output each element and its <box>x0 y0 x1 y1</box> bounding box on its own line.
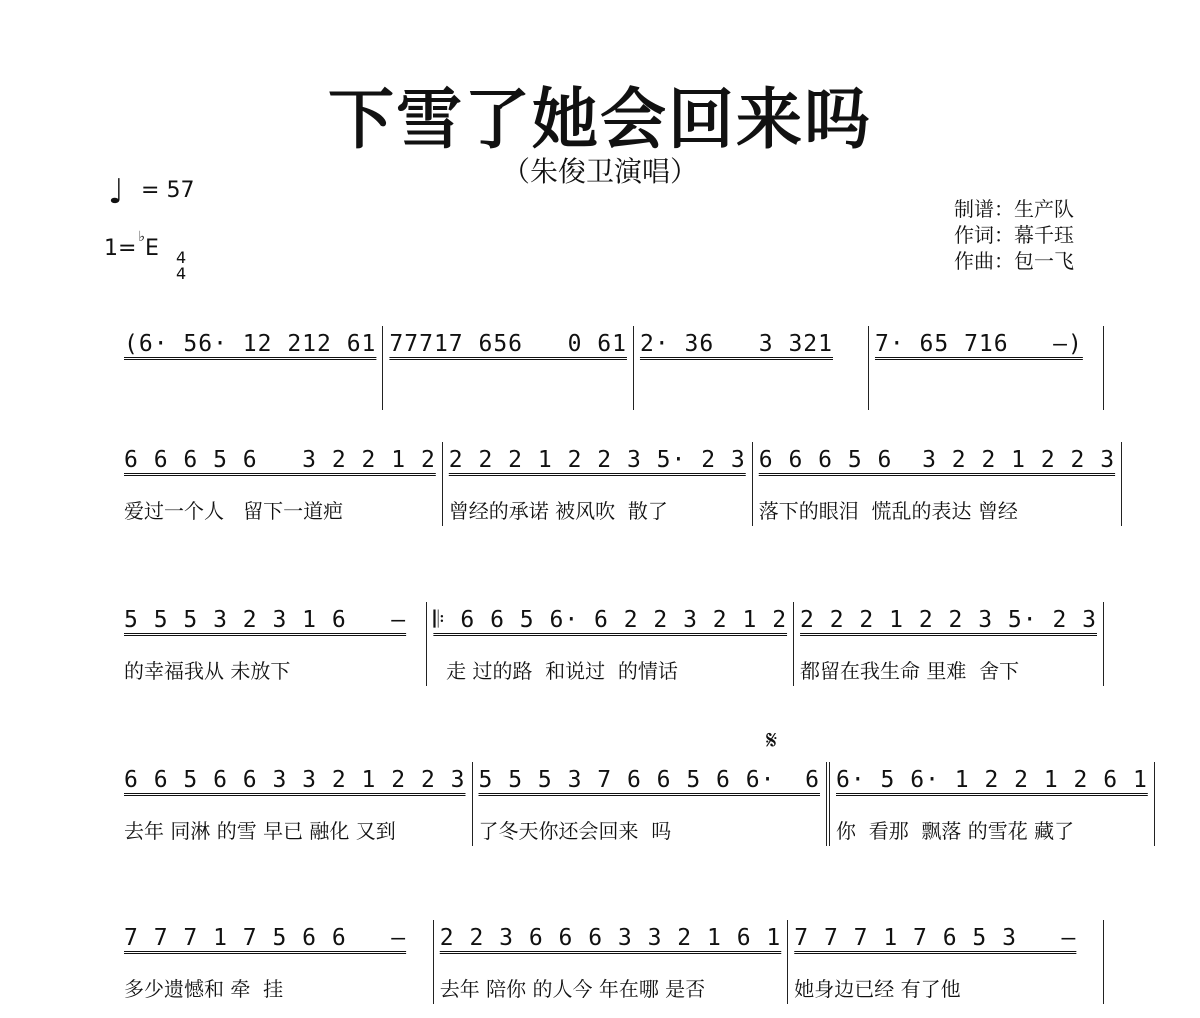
measure <box>788 920 1104 1004</box>
measure-notes: 𝄆 6 6 5 6· 6 2 2 3 2 1 2 <box>433 607 788 633</box>
song-subtitle: （朱俊卫演唱） <box>501 155 698 188</box>
key-prefix: 1= <box>104 236 137 261</box>
key-signature <box>104 229 187 283</box>
measure-notes: 6 6 6 5 6 3 2 2 1 2 <box>124 447 436 473</box>
measure-notes: 2 2 2 1 2 2 3 5· 2 3 <box>448 447 746 473</box>
measure-lyrics <box>640 380 862 410</box>
measure-notes: 7 7 7 1 7 6 5 3 — <box>794 925 1077 951</box>
measure-lyrics: 多少遗憾和 牵 挂 <box>124 977 284 1001</box>
measure-lyrics: 落下的眼泪 慌乱的表达 曾经 <box>758 499 1018 523</box>
measure-notes: 7 7 7 1 7 5 6 6 — <box>124 925 407 951</box>
measure-lyrics: 她身边已经 有了他 <box>794 977 961 1001</box>
segno-icon: 𝄋 <box>766 726 778 756</box>
measure <box>118 762 473 846</box>
measure-lyrics: 走 过的路 和说过 的情话 <box>433 659 678 683</box>
credit-lyricist: 作词：幕千珏 <box>954 223 1074 247</box>
score-row-4 <box>118 762 1148 846</box>
measure <box>830 762 1155 846</box>
measure <box>473 762 831 846</box>
measure-notes: 5 5 5 3 2 3 1 6 — <box>124 607 407 633</box>
measure-lyrics: 爱过一个人 留下一道疤 <box>124 499 344 523</box>
measure-lyrics: 去年 同淋 的雪 早已 融化 又到 <box>124 819 396 843</box>
measure-lyrics <box>875 380 1097 410</box>
quarter-note-icon: ♩ <box>108 172 125 212</box>
time-top: 4 <box>175 248 187 267</box>
tempo-value: = 57 <box>141 178 195 203</box>
credit-composer: 作曲：包一飞 <box>954 249 1074 273</box>
measure-notes: 2· 36 3 321 <box>639 331 833 357</box>
measure <box>869 326 1104 410</box>
time-bottom: 4 <box>175 264 187 283</box>
measure <box>118 326 383 410</box>
measure-notes: 2 2 2 1 2 2 3 5· 2 3 <box>800 607 1097 633</box>
measure-lyrics: 曾经的承诺 被风吹 散了 <box>448 499 668 523</box>
credits <box>954 196 1074 274</box>
measure <box>753 442 1122 526</box>
measure-notes: 2 2 3 6 6 6 3 3 2 1 6 1 <box>439 925 782 951</box>
measure <box>118 920 434 1004</box>
measure-notes: 7· 65 716 —) <box>874 331 1083 357</box>
measure-notes: (6· 56· 12 212 61 <box>124 331 377 357</box>
measure <box>634 326 869 410</box>
tempo-marking <box>108 172 194 212</box>
score-row-5 <box>118 920 1104 1004</box>
measure-notes: 5 5 5 3 7 6 6 5 6 6· 6 <box>478 767 820 793</box>
key-note: E <box>145 236 159 261</box>
measure <box>118 442 443 526</box>
time-signature <box>176 250 186 282</box>
measure <box>427 602 794 686</box>
measure-notes: 6· 5 6· 1 2 2 1 2 6 1 <box>836 767 1148 793</box>
measure <box>794 602 1104 686</box>
measure-lyrics <box>124 380 376 410</box>
measure-lyrics: 都留在我生命 里难 舍下 <box>800 659 1020 683</box>
score-row-3 <box>118 602 1104 686</box>
flat-icon: ♭ <box>138 229 146 245</box>
measure-lyrics: 去年 陪你 的人今 年在哪 是否 <box>439 977 706 1001</box>
measure-lyrics <box>389 380 627 410</box>
measure <box>443 442 753 526</box>
credit-arranger: 制谱：生产队 <box>954 197 1074 221</box>
score-row-2 <box>118 442 1116 526</box>
measure-notes: 6 6 6 5 6 3 2 2 1 2 2 3 <box>758 447 1116 473</box>
score-row-1 <box>118 326 1104 410</box>
measure <box>118 602 427 686</box>
measure-notes: 6 6 5 6 6 3 3 2 1 2 2 3 <box>124 767 466 793</box>
measure-lyrics: 的幸福我从 未放下 <box>124 659 291 683</box>
measure-lyrics: 了冬天你还会回来 吗 <box>478 819 672 843</box>
measure <box>434 920 789 1004</box>
song-title: 下雪了她会回来吗 <box>328 81 872 158</box>
measure-notes: 77717 656 0 61 <box>389 331 627 357</box>
measure-lyrics: 你 看那 飘落 的雪花 藏了 <box>836 819 1075 843</box>
measure <box>383 326 634 410</box>
